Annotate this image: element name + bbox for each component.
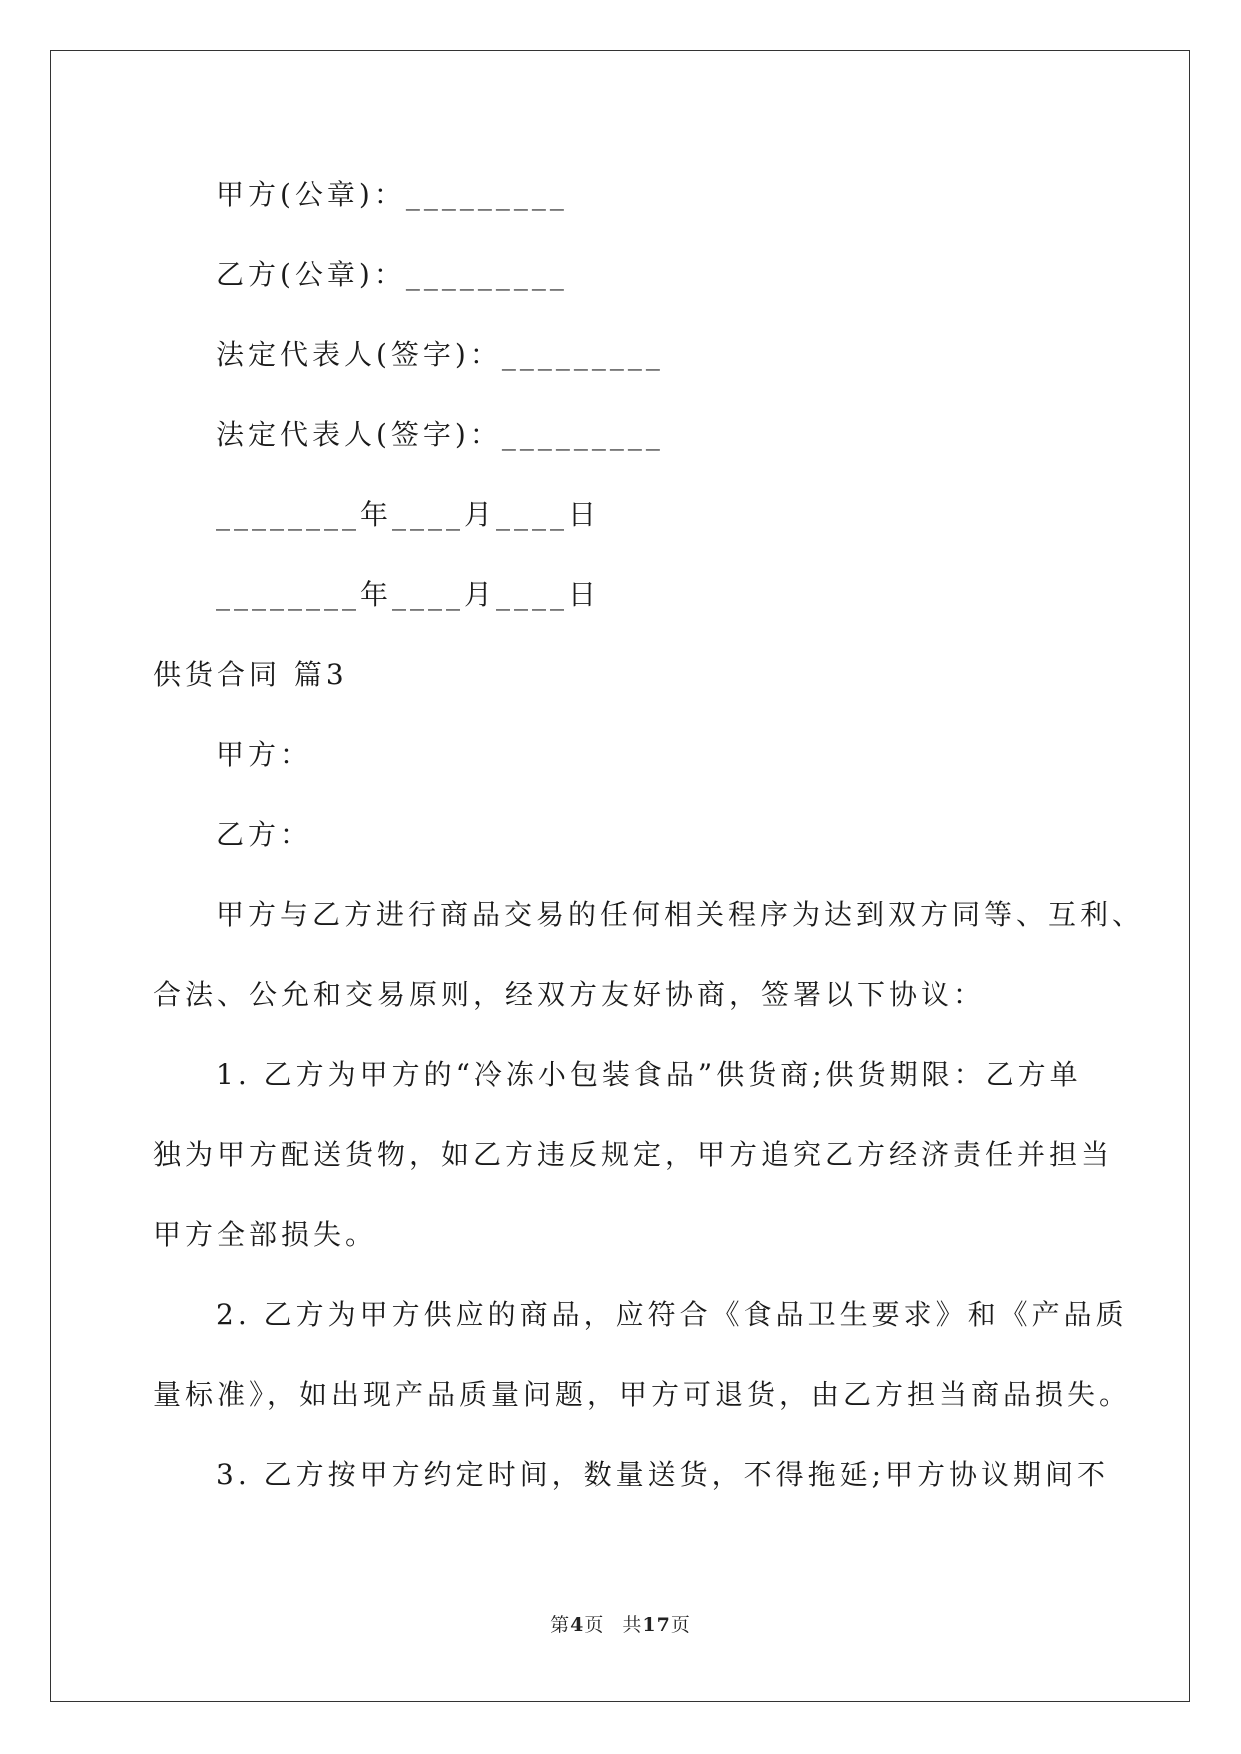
date-line-1: ________年____月____日 [216, 498, 601, 531]
total-unit: 页 [670, 1614, 691, 1636]
party-b-label: 乙方： [216, 818, 313, 851]
total-page-count: 17 [642, 1614, 671, 1636]
clause-2-line: 2. 乙方为甲方供应的商品，应符合《食品卫生要求》和《产品质 [216, 1298, 1128, 1331]
clause-1-line: 甲方全部损失。 [153, 1218, 378, 1251]
legal-rep-signature-line-1: 法定代表人(签字)：_________ [216, 338, 664, 371]
legal-rep-signature-line-2: 法定代表人(签字)：_________ [216, 418, 664, 451]
intro-paragraph-line: 甲方与乙方进行商品交易的任何相关程序为达到双方同等、互利、 [216, 898, 1145, 931]
party-b-seal-line: 乙方(公章)：_________ [216, 258, 568, 291]
date-line-2: ________年____月____日 [216, 578, 601, 611]
clause-2-line: 量标准》，如出现产品质量问题，甲方可退货，由乙方担当商品损失。 [153, 1378, 1132, 1411]
current-page-number: 4 [570, 1614, 585, 1636]
section-heading: 供货合同 篇3 [153, 658, 348, 691]
page-footer [0, 1610, 1241, 1637]
party-a-label: 甲方： [216, 738, 313, 771]
party-a-seal-line: 甲方(公章)：_________ [216, 178, 568, 211]
page-unit: 页 [584, 1614, 605, 1636]
page-prefix: 第 [550, 1614, 571, 1636]
clause-1-line: 1. 乙方为甲方的“冷冻小包装食品”供货商;供货期限：乙方单 [216, 1058, 1082, 1091]
total-prefix: 共 [622, 1614, 643, 1636]
clause-1-line: 独为甲方配送货物，如乙方违反规定，甲方追究乙方经济责任并担当 [153, 1138, 1114, 1171]
clause-3-line: 3. 乙方按甲方约定时间，数量送货，不得拖延;甲方协议期间不 [216, 1458, 1110, 1491]
intro-paragraph-line: 合法、公允和交易原则，经双方友好协商，签署以下协议： [153, 978, 986, 1011]
